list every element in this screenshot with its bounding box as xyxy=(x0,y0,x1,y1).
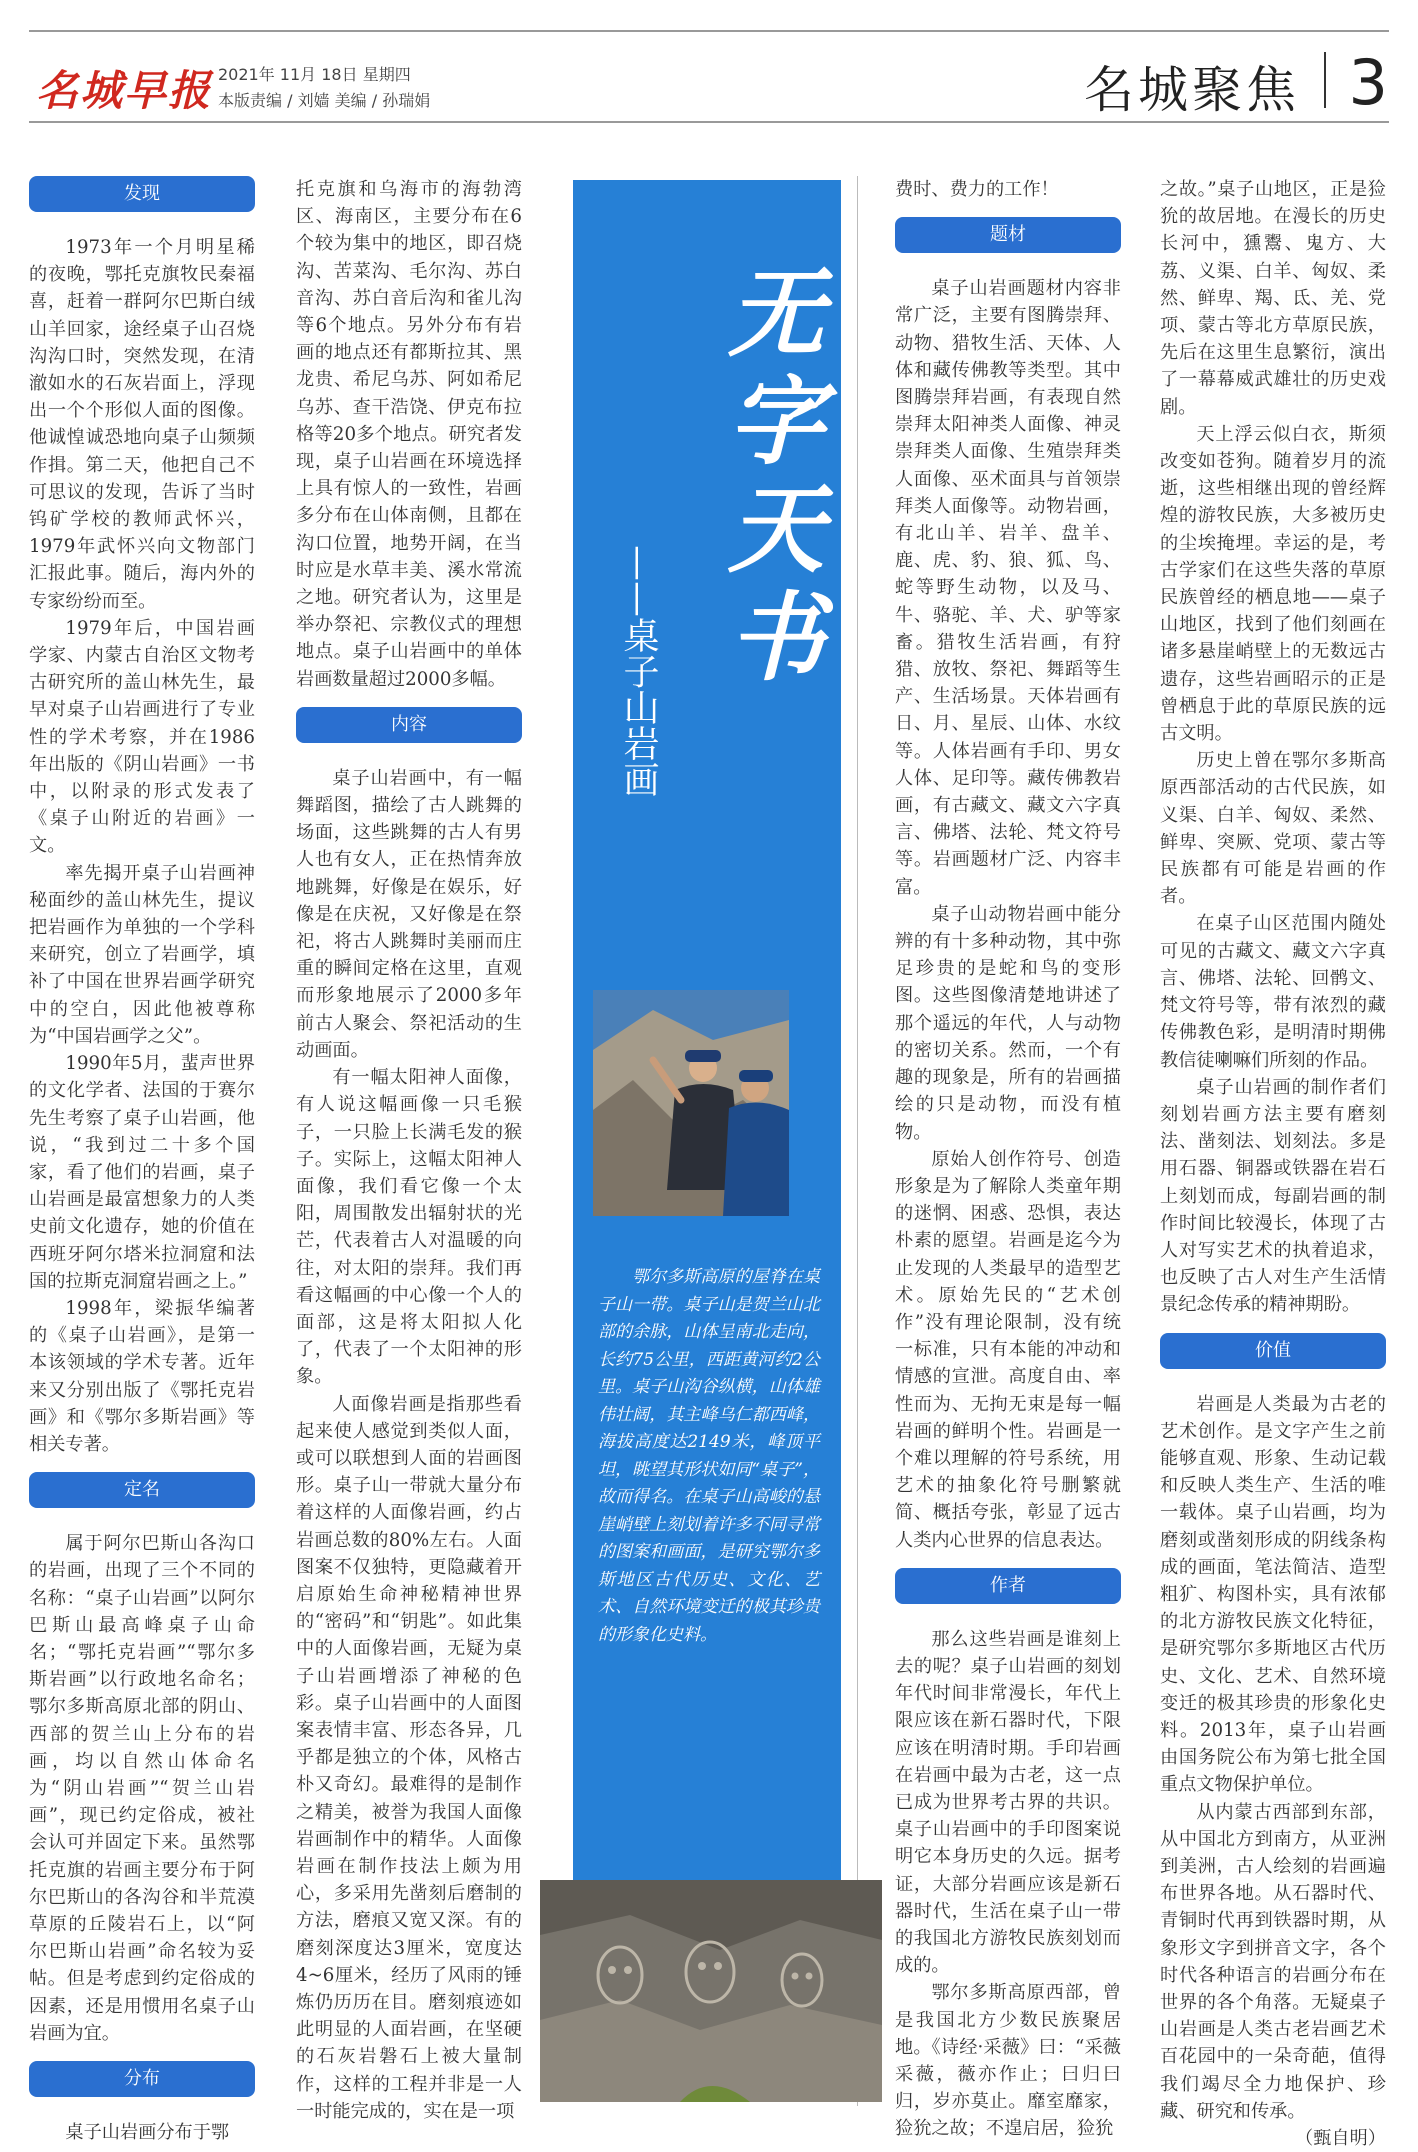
section-badge-author: 作者 xyxy=(895,1568,1121,1604)
feature-subtitle xyxy=(608,545,668,807)
article-column-2 xyxy=(296,176,522,2125)
section-badge-value: 价值 xyxy=(1160,1333,1386,1369)
header-divider xyxy=(1324,52,1326,108)
paragraph: 1973年一个月明星稀的夜晚，鄂托克旗牧民秦福喜，赶着一群阿尔巴斯白绒山羊回家，途经桌子山召烧沟沟口时，突然发现，在清澈如水的石灰岩面上，浮现出一个个形似人面的图像。他诚惶诚恐地向桌子山频频作揖。第二天，他把自己不可思议的发现，告诉了当时钨矿学校的教师武怀兴，1979年武怀兴向文物部门汇报此事。随后，海内外的专家纷纷而至。 xyxy=(29,237,255,612)
paragraph: 桌子山岩画分布于鄂 xyxy=(65,2122,230,2143)
paragraph: 1979年后，中国岩画学家、内蒙古自治区文物考古研究所的盖山林先生，最早对桌子山岩画进行了专业性的学术考察，并在1986年出版的《阴山岩画》一书中，以附录的形式发表了《桌子山附近的岩画》一文。 xyxy=(29,617,255,857)
rock-art-photo xyxy=(540,1880,882,2102)
paragraph: 天上浮云似白衣，斯须改变如苍狗。随着岁月的流逝，这些相继出现的曾经辉煌的游牧民族，大多被历史的尘埃掩埋。幸运的是，考古学家们在这些失落的草原民族曾经的栖息地——桌子山地区，找到了他们刻画在诸多悬崖峭壁上的无数远古遗存，这些岩画昭示的正是曾栖息于此的草原民族的远古文明。 xyxy=(1160,423,1386,745)
paragraph: 桌子山岩画题材内容非常广泛，主要有图腾崇拜、动物、猎牧生活、天体、人体和藏传佛教等类型。其中图腾崇拜岩画，有表现自然崇拜太阳神类人面像、神灵崇拜类人面像、生殖崇拜类人面像、巫术面具与首领崇拜类人面像等。动物岩画，有北山羊、岩羊、盘羊、鹿、虎、豹、狼、狐、鸟、蛇等野生动物，以及马、牛、骆驼、羊、犬、驴等家畜。猎牧生活岩画，有狩猎、放牧、祭祀、舞蹈等生产、生活场景。天体岩画有日、月、星辰、山体、水纹等。人体岩画有手印、男女人体、足印等。藏传佛教岩画，有古藏文、藏文六字真言、佛塔、法轮、梵文符号等。岩画题材广泛、内容丰富。 xyxy=(895,278,1121,898)
article-column-1 xyxy=(29,176,255,2146)
paragraph: 有一幅太阳神人面像，有人说这幅画像一只毛猴子，一只脸上长满毛发的猴子。实际上，这幅太阳神人面像，我们看它像一个太阳，周围散发出辐射状的光芒，代表着古人对温暖的向往，对太阳的崇拜。我们再看这幅画的中心像一个人的面部，这是将太阳拟人化了，代表了一个太阳神的形象。 xyxy=(296,1067,522,1388)
paragraph: 费时、费力的工作！ xyxy=(895,179,1059,200)
section-badge-subject: 题材 xyxy=(895,217,1121,253)
feature-title-char: 书 xyxy=(728,581,824,694)
page-number: 3 xyxy=(1348,46,1388,119)
article-column-5 xyxy=(1160,176,1386,2152)
paragraph: 属于阿尔巴斯山各沟口的岩画，出现了三个不同的名称：“桌子山岩画”以阿尔巴斯山最高峰桌子山命名；“鄂托克岩画”“鄂尔多斯岩画”以行政地名命名；鄂尔多斯高原北部的阴山、西部的贺兰山上分布的岩画，均以自然山体命名为“阴山岩画”“贺兰山岩画”，现已约定俗成，被社会认可并固定下来。虽然鄂托克旗的岩画主要分布于阿尔巴斯山的各沟谷和半荒漠草原的丘陵岩石上，以“阿尔巴斯山岩画”命名较为妥帖。但是考虑到约定俗成的因素，还是用惯用名桌子山岩画为宜。 xyxy=(29,1533,255,2044)
article-column-4 xyxy=(895,176,1121,2143)
feature-title xyxy=(716,257,836,694)
paragraph: 1998年，梁振华编著的《桌子山岩画》，是第一本该领域的学术专著。近年来又分别出版了《鄂托克岩画》和《鄂尔多斯岩画》等相关专著。 xyxy=(29,1297,255,1455)
section-badge-distribution: 分布 xyxy=(29,2061,255,2097)
feature-caption: 鄂尔多斯高原的屋脊在桌子山一带。桌子山是贺兰山北部的余脉，山体呈南北走向，长约75公里，西距黄河约2公里。桌子山沟谷纵横，山体雄伟壮阔，其主峰乌仁都西峰，海拔高度达2149米，峰顶平坦，眺望其形状如同“桌子”，故而得名。在桌子山高峻的悬崖峭壁上刻划着许多不同寻常的图案和画面，是研究鄂尔多斯地区古代历史、文化、艺术、自然环境变迁的极其珍贵的形象化史料。 xyxy=(598,1267,820,1645)
paragraph: 原始人创作符号、创造形象是为了解除人类童年期的迷惘、困惑、恐惧，表达朴素的愿望。岩画是迄今为止发现的人类最早的造型艺术。原始先民的“艺术创作”没有理论限制，没有统一标准，只有本能的冲动和情感的宣泄。高度自由、率性而为、无拘无束是每一幅岩画的鲜明个性。岩画是一个难以理解的符号系统，用艺术的抽象化符号删繁就简、概括夸张，彰显了远古人类内心世界的信息表达。 xyxy=(895,1148,1121,1551)
header-bottom-rule xyxy=(29,121,1389,123)
paragraph: 那么这些岩画是谁刻上去的呢？桌子山岩画的刻划年代时间非常漫长，年代上限应该在新石器时代，下限应该在明清时期。手印岩画在岩画中最为古老，这一点已成为世界考古界的共识。桌子山岩画中的手印图案说明它本身历史的久远。据考证，大部分岩画应该是新石器时代，生活在桌子山一带的我国北方游牧民族刻划而成的。 xyxy=(895,1628,1121,1977)
paragraph: 率先揭开桌子山岩画神秘面纱的盖山林先生，提议把岩画作为单独的一个学科来研究，创立了岩画学，填补了中国在世界岩画学研究中的空白，因此他被尊称为“中国岩画学之父”。 xyxy=(29,862,255,1047)
editors-credit: 本版责编 / 刘嫱 美编 / 孙瑞娟 xyxy=(218,91,431,110)
column-divider xyxy=(857,176,858,2106)
feature-subtitle-text: ——桌子山岩画 xyxy=(618,545,659,797)
feature-title-char: 字 xyxy=(728,365,824,478)
issue-date: 2021年 11月 18日 星期四 xyxy=(218,65,411,84)
paragraph: 托克旗和乌海市的海勃湾区、海南区，主要分布在6个较为集中的地区，即召烧沟、苦菜沟、毛尔沟、苏白音沟、苏白音后沟和雀儿沟等6个地点。另外分布有岩画的地点还有都斯拉其、黑龙贵、希尼乌苏、阿如希尼乌苏、查干浩饶、伊克布拉格等20多个地点。研究者发现，桌子山岩画在环境选择上具有惊人的一致性，岩画多分布在山体南侧，且都在沟口位置，地势开阔，在当时应是水草丰美、溪水常流之地。研究者认为，这里是举办祭祀、宗教仪式的理想地点。桌子山岩画中的单体岩画数量超过2000多幅。 xyxy=(296,179,522,690)
feature-title-char: 无 xyxy=(728,257,824,370)
paragraph: 之故。”桌子山地区，正是猃狁的故居地。在漫长的历史长河中，獯鬻、鬼方、大荔、义渠、白羊、匈奴、柔然、鲜卑、羯、氐、羌、党项、蒙古等北方草原民族，先后在这里生息繁衍，演出了一幕幕威武雄壮的历史戏剧。 xyxy=(1160,179,1386,418)
section-badge-discovery: 发现 xyxy=(29,176,255,212)
header-meta xyxy=(218,62,430,114)
paragraph: 桌子山岩画的制作者们刻划岩画方法主要有磨刻法、凿刻法、划刻法。多是用石器、铜器或铁器在岩石上刻划而成，每副岩画的制作时间比较漫长，体现了古人对写实艺术的执着追求，也反映了古人对生产生活情景纪念传承的精神期盼。 xyxy=(1160,1076,1386,1316)
researchers-photo xyxy=(593,990,789,1216)
paragraph xyxy=(1160,1799,1386,2150)
paragraph: 1990年5月，蜚声世界的文化学者、法国的于赛尔先生考察了桌子山岩画，他说，“我到过二十多个国家，看了他们的岩画，桌子山岩画是最富想象力的人类史前文化遗存，她的价值在西班牙阿尔塔米拉洞窟和法国的拉斯克洞窟岩画之上。” xyxy=(29,1053,255,1292)
section-title: 名城聚焦 xyxy=(1084,61,1300,119)
header-top-rule xyxy=(29,30,1389,32)
author-signature: （甄自明） xyxy=(1295,2128,1386,2150)
paragraph: 在桌子山区范围内随处可见的古藏文、藏文六字真言、佛塔、法轮、回鹘文、梵文符号等，带有浓烈的藏传佛教色彩，是明清时期佛教信徒喇嘛们所刻的作品。 xyxy=(1160,913,1386,1071)
paragraph: 桌子山岩画中，有一幅舞蹈图，描绘了古人跳舞的场面，这些跳舞的古人有男人也有女人，正在热情奔放地跳舞，好像是在娱乐，好像是在庆祝，又好像是在祭祀，将古人跳舞时美丽而庄重的瞬间定格在这里，直观而形象地展示了2000多年前古人聚会、祭祀活动的生动画面。 xyxy=(296,767,522,1061)
paragraph: 桌子山动物岩画中能分辨的有十多种动物，其中弥足珍贵的是蛇和鸟的变形图。这些图像清楚地讲述了那个遥远的年代，人与动物的密切关系。然而，一个有趣的现象是，所有的岩画描绘的只是动物，而没有植物。 xyxy=(895,903,1121,1143)
section-badge-naming: 定名 xyxy=(29,1472,255,1508)
paragraph-text: 从内蒙古西部到东部，从中国北方到南方，从亚洲到美洲，古人绘刻的岩画遍布世界各地。从石器时代、青铜时代再到铁器时期，从象形文字到拼音文字，各个时代各种语言的岩画分布在世界的各个角落。无疑桌子山岩画是人类古老岩画艺术百花园中的一朵奇葩，值得我们竭尽全力地保护、珍藏、研究和传承。 xyxy=(1160,1801,1386,2122)
newspaper-logo: 名城早报 xyxy=(36,66,213,115)
paragraph: 历史上曾在鄂尔多斯高原西部活动的古代民族，如义渠、白羊、匈奴、柔然、鲜卑、突厥、党项、蒙古等民族都有可能是岩画的作者。 xyxy=(1160,750,1386,908)
section-badge-content: 内容 xyxy=(296,707,522,743)
paragraph: 人面像岩画是指那些看起来使人感觉到类似人面，或可以联想到人面的岩画图形。桌子山一带就大量分布着这样的人面像岩画，约占岩画总数的80%左右。人面图案不仅独特，更隐藏着开启原始生命神秘精神世界的“密码”和“钥匙”。如此集中的人面像岩画，无疑为桌子山岩画增添了神秘的色彩。桌子山岩画中的人面图案表情丰富、形态各异，几乎都是独立的个体，风格古朴又奇幻。最难得的是制作之精美，被誉为我国人面像岩画制作中的精华。人面像岩画在制作技法上颇为用心，多采用先凿刻后磨制的方法，磨痕又宽又深。有的磨刻深度达3厘米，宽度达4~6厘米，经历了风雨的锤炼仍历历在目。磨刻痕迹如此明显的人面岩画，在坚硬的石灰岩磐石上被大量制作，这样的工程并非是一人一时能完成的，实在是一项 xyxy=(296,1393,522,2122)
paragraph: 鄂尔多斯高原西部，曾是我国北方少数民族聚居地。《诗经·采薇》曰：“采薇采薇，薇亦作止；曰归曰归，岁亦莫止。靡室靡家，猃狁之故；不遑启居，猃狁 xyxy=(895,1982,1121,2140)
feature-title-char: 天 xyxy=(728,473,824,586)
paragraph: 岩画是人类最为古老的艺术创作。是文字产生之前能够直观、形象、生动记载和反映人类生产、生活的唯一载体。桌子山岩画，均为磨刻或凿刻形成的阴线条构成的画面，笔法简洁、造型粗犷、构图朴实，具有浓郁的北方游牧民族文化特征，是研究鄂尔多斯地区古代历史、文化、艺术、自然环境变迁的极其珍贵的形象化史料。2013年，桌子山岩画由国务院公布为第七批全国重点文物保护单位。 xyxy=(1160,1393,1386,1796)
